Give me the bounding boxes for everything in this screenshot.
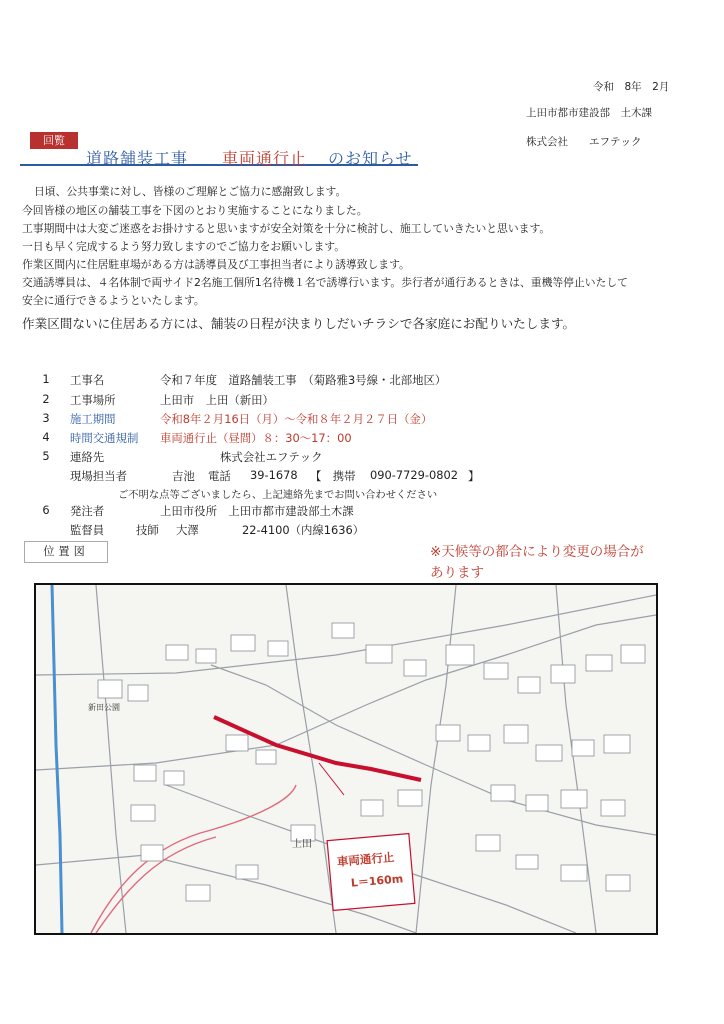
company-name: 株式会社 エフテック — [526, 136, 642, 148]
weather-notice: ※天候等の都合により変更の場合があります — [430, 544, 644, 581]
site-location-label: 工事場所 — [70, 393, 116, 407]
location-map — [34, 583, 658, 935]
department-name: 上田市都市建設部 土木課 — [526, 107, 652, 119]
intro-line: 一日も早く完成するよう努力致しますのでご協力をお願いします。 — [22, 240, 346, 253]
supervisor-role: 技師 — [136, 523, 159, 537]
item-number: 2 — [42, 392, 50, 406]
map-closure-label: 車両通行止 — [336, 849, 395, 869]
site-manager-label: 現場担当者 — [70, 469, 127, 483]
supervisor-label: 監督員 — [70, 523, 105, 537]
item-number: 3 — [42, 411, 50, 425]
project-name-label: 工事名 — [70, 373, 105, 387]
inquiry-note: ご不明な点等ございましたら、上記連絡先までお問い合わせください — [118, 489, 438, 501]
intro-line: 交通誘導員は、４名体制で両サイド2名施工個所1名待機１名で誘導行います。歩行者が通行あるときは、重機等停止いたして — [22, 276, 628, 289]
site-manager-name: 吉池 — [172, 469, 195, 483]
title-notice: のお知らせ — [328, 149, 413, 168]
client-value: 上田市役所 上田市都市建設部土木課 — [160, 504, 354, 518]
site-location-value: 上田市 上田（新田） — [160, 393, 274, 407]
map-place-park: 新田公園 — [88, 703, 120, 712]
map-drawing — [36, 585, 656, 933]
contact-company: 株式会社エフテック — [220, 450, 323, 464]
item-number: 4 — [42, 430, 50, 444]
intro-line: 安全に通行できるようといたします。 — [22, 294, 205, 307]
traffic-control-label: 時間交通規制 — [70, 431, 139, 445]
work-period-label: 施工期間 — [70, 412, 116, 426]
intro-line: 今回皆様の地区の舗装工事を下図のとおり実施することになりました。 — [22, 204, 368, 217]
title-construction: 道路舗装工事 — [86, 149, 189, 168]
notice-date: 令和 8年 2月 — [593, 81, 670, 93]
title-road-closure: 車両通行止 — [222, 149, 308, 168]
contact-label: 連絡先 — [70, 450, 105, 464]
traffic-control-value: 車両通行止（昼間）８：30～17：00 — [160, 431, 352, 445]
work-period-value: 令和8年２月16日（月）～令和８年２月２７日（金） — [160, 412, 433, 426]
bracket-close: 】 — [468, 469, 480, 483]
item-number: 1 — [42, 372, 50, 386]
intro-line: 工事期間中は大変ご迷惑をお掛けすると思いますが安全対策を十分に検討し、施工していきたいと思います。 — [22, 222, 551, 235]
phone-label: 電話 — [208, 469, 231, 483]
intro-line: 作業区間内に住居駐車場がある方は誘導員及び工事担当者により誘導致します。 — [22, 258, 410, 271]
item-number: 6 — [42, 503, 50, 517]
location-map-label: 位置図 — [24, 541, 108, 563]
map-place-ueda: 上田 — [292, 839, 312, 850]
supervisor-name: 大澤 — [176, 523, 199, 537]
mobile-number: 090-7729-0802 — [370, 468, 458, 482]
intro-line: 日頃、公共事業に対し、皆様のご理解とご協力に感謝致します。 — [34, 185, 347, 198]
intro-emphasis: 作業区間ないに住居ある方には、舗装の日程が決まりしだいチラシで各家庭にお配りいたします。 — [22, 316, 576, 331]
supervisor-phone: 22-4100（内線1636） — [242, 523, 365, 537]
circulation-badge: 回覧 — [30, 132, 78, 149]
map-length-label: L＝160m — [350, 872, 404, 890]
item-number: 5 — [42, 449, 50, 463]
mobile-label: 【 携帯 — [310, 469, 356, 483]
project-name-value: 令和７年度 道路舗装工事 （菊路雅3号線・北部地区） — [160, 373, 447, 387]
phone-number: 39-1678 — [250, 468, 298, 482]
client-label: 発注者 — [70, 504, 105, 518]
